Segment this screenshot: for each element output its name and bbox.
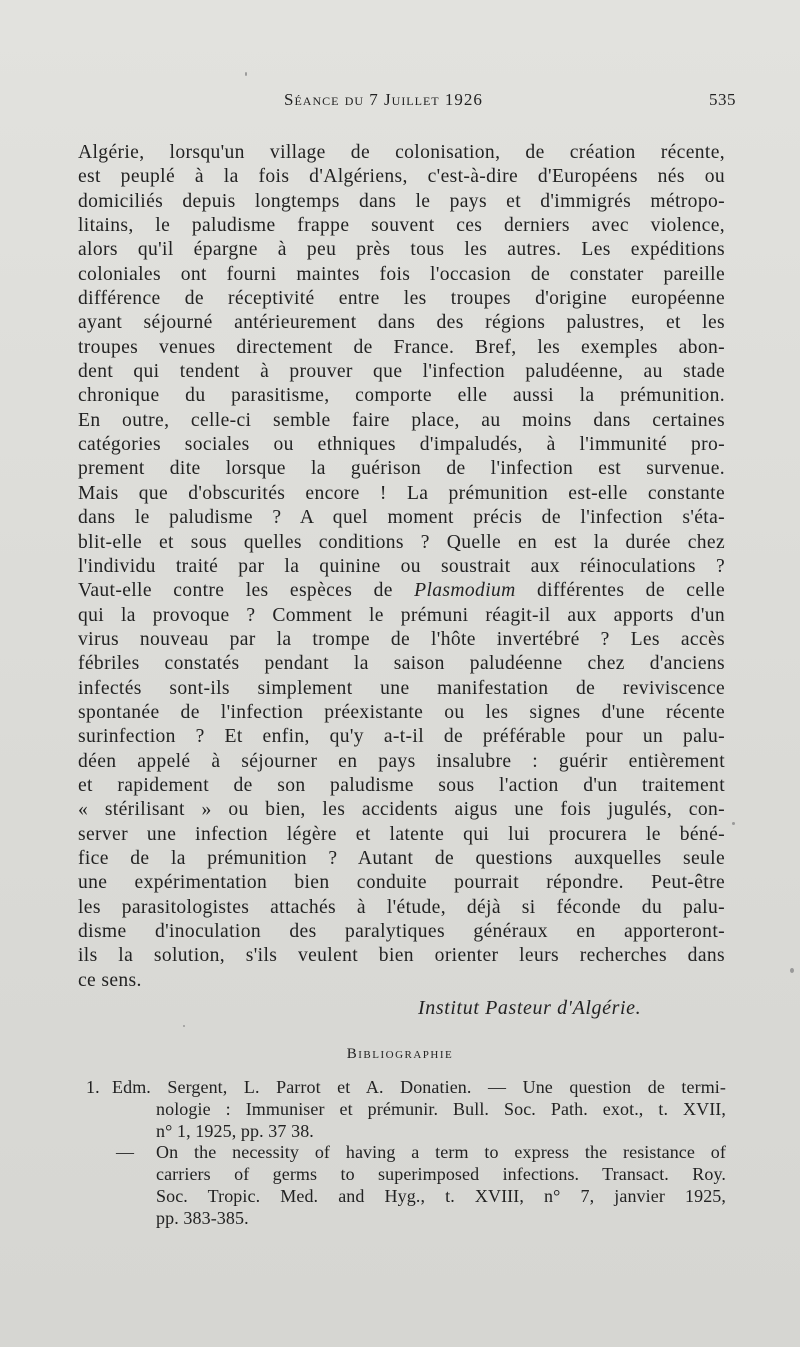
body-line: dent qui tendent à prouver que l'infection paludéenne, au stade (78, 361, 725, 383)
body-line: fice de la prémunition ? Autant de questions auxquelles seule (78, 847, 725, 869)
bibliography-list (86, 1077, 726, 1230)
body-line: disme d'inoculation des paralytiques généraux en apporteront- (78, 921, 725, 942)
body-line: et rapidement de son paludisme sous l'action d'un traitement (78, 774, 725, 796)
body-line: ce sens. (78, 969, 142, 991)
bibliography-text: On the necessity of having a term to express the resistance of (156, 1142, 726, 1163)
body-line: prement dite lorsque la guérison de l'infection est survenue. (78, 458, 725, 480)
body-line: surinfection ? Et enfin, qu'y a-t-il de préférable pour un palu- (78, 726, 725, 748)
body-line: une expérimentation bien conduite pourrait répondre. Peut-être (78, 872, 725, 894)
body-line: est peuplé à la fois d'Algériens, c'est-à-dire d'Européens nés ou (78, 166, 725, 188)
body-line: l'individu traité par la quinine ou soustrait aux réinoculations ? (78, 555, 725, 577)
body-line: catégories sociales ou ethniques d'impaludés, à l'immunité pro- (78, 434, 725, 456)
bibliography-line (86, 1142, 726, 1164)
body-line: litains, le paludisme frappe souvent ces derniers avec violence, (78, 215, 725, 237)
body-line: alors qu'il épargne à peu près tous les autres. Les expéditions (78, 239, 725, 261)
body-line: les parasitologistes attachés à l'étude, déjà si féconde du palu- (78, 896, 725, 918)
body-line: spontanée de l'infection préexistante ou les signes d'une récente (78, 701, 725, 723)
bibliography-text: Edm. Sergent, L. Parrot et A. Donatien. — Une question de termi- (112, 1077, 726, 1097)
bibliography-text: carriers of germs to superimposed infections. Transact. Roy. (156, 1164, 726, 1185)
bibliography-text: n° 1, 1925, pp. 37 38. (156, 1120, 314, 1141)
body-line: chronique du parasitisme, comporte elle aussi la prémunition. (78, 385, 725, 407)
body-line: Algérie, lorsqu'un village de colonisation, de création récente, (78, 142, 725, 163)
bibliography-heading: Bibliographie (346, 1046, 454, 1062)
body-text (78, 141, 725, 993)
page-number: 535 (709, 90, 736, 109)
scan-speck (183, 1025, 185, 1027)
body-line: différence de réceptivité entre les troupes d'origine européenne (78, 288, 725, 310)
scan-speck (790, 968, 794, 973)
bibliography-entry-number: — (116, 1142, 135, 1163)
bibliography-entry-number: 1. (86, 1077, 100, 1097)
bibliography-line (86, 1099, 726, 1121)
bibliography-line (86, 1186, 726, 1208)
scan-speck (245, 72, 247, 76)
body-line: qui la provoque ? Comment le prémuni réagit-il aux apports d'un (78, 604, 725, 626)
signature: Institut Pasteur d'Algérie. (418, 997, 642, 1019)
body-line: Mais que d'obscurités encore ! La prémunition est-elle constante (78, 482, 725, 504)
bibliography-text: nologie : Immuniser et prémunir. Bull. Soc. Path. exot., t. XVII, (156, 1098, 726, 1119)
body-line: troupes venues directement de France. Bref, les exemples abon- (78, 336, 725, 358)
body-line: Vaut-elle contre les espèces de Plasmodium différentes de celle (78, 580, 725, 602)
running-head (0, 88, 800, 114)
bibliography-text: pp. 383-385. (156, 1207, 249, 1228)
body-line: déen appelé à séjourner en pays insalubre : guérir entièrement (78, 750, 725, 772)
body-line: domiciliés depuis longtemps dans le pays et d'immigrés métropo- (78, 190, 725, 212)
bibliography-text: Soc. Tropic. Med. and Hyg., t. XVIII, n° 7, janvier 1925, (156, 1185, 726, 1206)
body-line: « stérilisant » ou bien, les accidents aigus une fois jugulés, con- (78, 799, 725, 821)
body-line: blit-elle et sous quelles conditions ? Quelle en est la durée chez (78, 531, 725, 553)
body-line: En outre, celle-ci semble faire place, au moins dans certaines (78, 409, 725, 431)
body-line: coloniales ont fourni maintes fois l'occasion de constater pareille (78, 263, 725, 285)
body-line: dans le paludisme ? A quel moment précis de l'infection s'éta- (78, 507, 725, 529)
bibliography-line (86, 1208, 726, 1230)
bibliography-line (86, 1164, 726, 1186)
bibliography-line (86, 1121, 726, 1143)
body-line: server une infection légère et latente qui lui procurera le béné- (78, 823, 725, 845)
running-title: Séance du 7 Juillet 1926 (284, 90, 483, 109)
body-line: ayant séjourné antérieurement dans des régions palustres, et les (78, 312, 725, 334)
body-line: ils la solution, s'ils veulent bien orienter leurs recherches dans (78, 945, 725, 967)
bibliography-line (86, 1077, 726, 1099)
body-line: infectés sont-ils simplement une manifestation de reviviscence (78, 677, 725, 699)
body-line: fébriles constatés pendant la saison paludéenne chez d'anciens (78, 653, 725, 675)
body-line: virus nouveau par la trompe de l'hôte invertébré ? Les accès (78, 628, 725, 650)
scan-speck (732, 822, 735, 825)
